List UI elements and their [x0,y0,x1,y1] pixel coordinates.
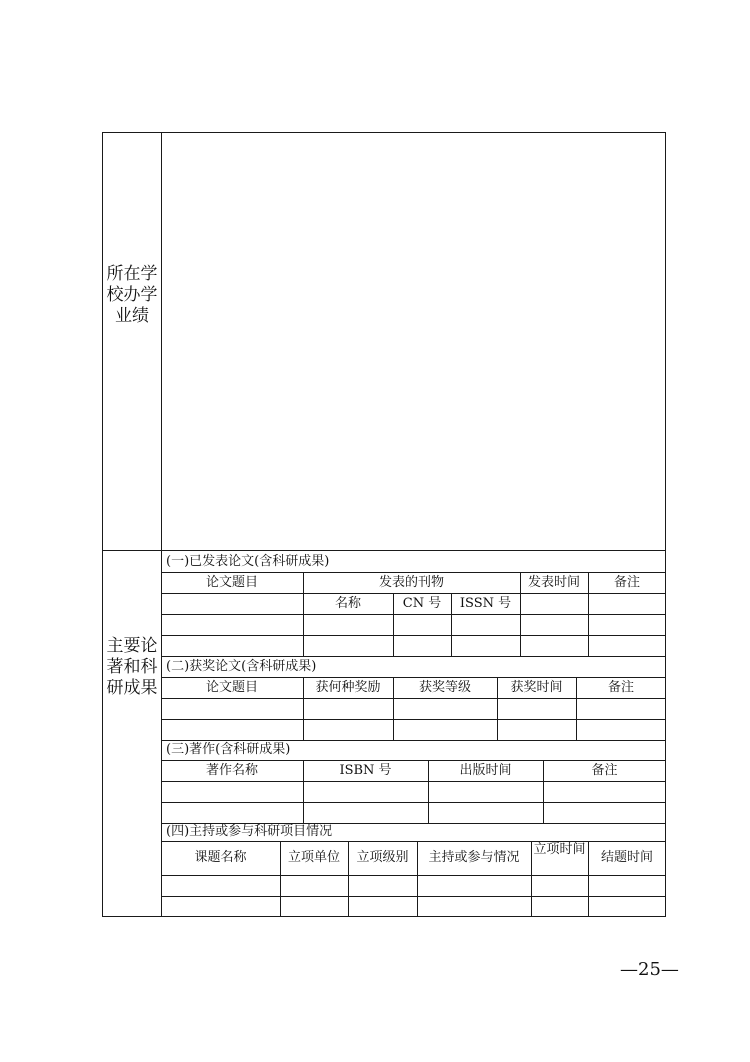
rule [161,802,666,803]
header-award-type: 获何种奖励 [315,680,381,695]
header-issn: ISSN 号 [459,596,512,611]
rule [161,656,666,657]
header-project-start: 立项时间 [533,842,586,857]
rule [161,572,666,573]
header-project-end: 结题时间 [600,850,653,865]
rule [161,760,666,761]
rule [161,614,666,615]
main-divider [102,550,666,551]
header-award-level: 获奖等级 [418,680,471,695]
section2-title: (二)获奖论文(含科研成果) [166,659,317,674]
header-book-remarks: 备注 [591,763,618,778]
rule [161,841,666,842]
header-cn: CN 号 [402,596,442,611]
rule [161,719,666,720]
header-project-level: 立项级别 [356,850,409,865]
rule [531,841,532,917]
header-project-role: 主持或参与情况 [428,850,520,865]
rule [161,781,666,782]
header-project-name: 课题名称 [194,850,247,865]
header-award-paper: 论文题目 [205,680,258,695]
achievements-label: 所在学校办学业绩 [106,264,158,326]
header-remarks: 备注 [613,575,640,590]
section3-title: (三)著作(含科研成果) [166,742,291,757]
rule [161,677,666,678]
header-isbn: ISBN 号 [339,763,392,778]
header-book-title: 著作名称 [205,763,258,778]
achievements-field[interactable] [162,133,665,549]
header-paper-title: 论文题目 [205,575,258,590]
header-journal-name: 名称 [334,596,361,611]
section4-title: (四)主持或参与科研项目情况 [166,824,333,839]
header-award-remarks: 备注 [607,680,634,695]
header-journal: 发表的刊物 [378,575,444,590]
header-project-unit: 立项单位 [287,850,340,865]
rule [161,635,666,636]
rule [161,875,666,876]
header-award-date: 获奖时间 [510,680,563,695]
header-publish-time: 出版时间 [459,763,512,778]
rule [161,698,666,699]
page-number: —25— [620,959,679,980]
section1-title: (一)已发表论文(含科研成果) [166,554,330,569]
publications-label: 主要论著和科研成果 [106,636,158,698]
rule [161,896,666,897]
header-publish-date: 发表时间 [527,575,580,590]
rule [161,593,666,594]
